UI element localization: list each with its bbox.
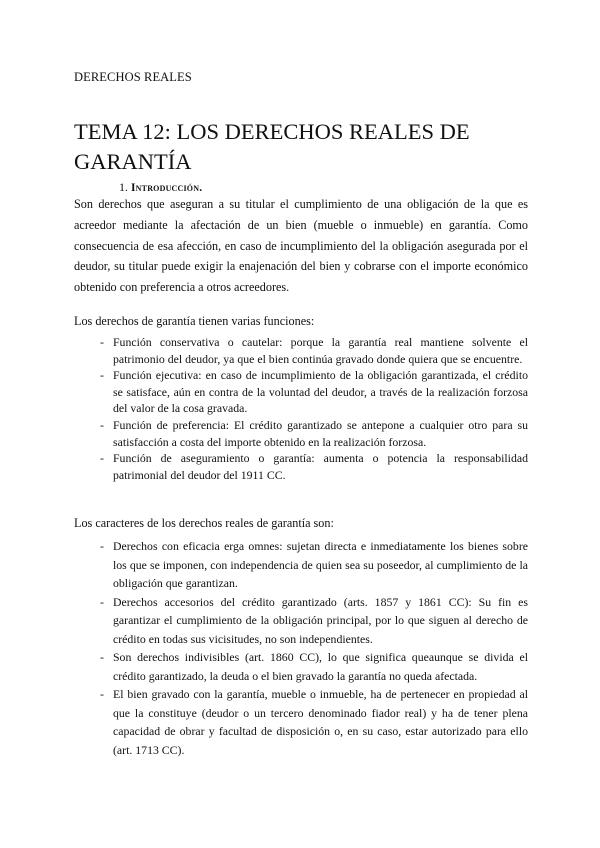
list-item: - Son derechos indivisibles (art. 1860 CC), lo que significa queaunque se divida el crédito garantizado, la deuda o el bien gravado la garantía no queda afectada. (98, 648, 528, 685)
functions-list (98, 334, 528, 483)
characters-list (98, 537, 528, 759)
section-number: 1. (119, 180, 128, 194)
list-item: - Derechos con eficacia erga omnes: sujetan directa e inmediatamente los bienes sobre los que se imponen, con independencia de quien sea su poseedor, al cumplimiento de la obligación que garantizan. (98, 537, 528, 593)
functions-intro: Los derechos de garantía tienen varias funciones: (74, 314, 315, 328)
list-item: - Función ejecutiva: en caso de incumplimiento de la obligación garantizada, el crédito se satisface, aún en contra de la voluntad del deudor, a través de la realización forzosa del valor de la cosa gravada. (98, 367, 528, 417)
list-item: - Función de aseguramiento o garantía: aumenta o potencia la responsabilidad patrimonial del deudor del 1911 CC. (98, 450, 528, 483)
list-item: - Derechos accesorios del crédito garantizado (arts. 1857 y 1861 CC): Su fin es garantizar el cumplimiento de la obligación principal, por lo que siguen al derecho de crédito en todas sus vicisitudes, no son independientes. (98, 593, 528, 649)
intro-paragraph: Son derechos que aseguran a su titular el cumplimiento de una obligación de la que es acreedor mediante la afectación de un bien (mueble o inmueble) en garantía. Como consecuencia de esa afección, en caso de incumplimiento del la obligación asegurada por el deudor, su titular puede exigir la enajenación del bien y cobrarse con el importe económico obtenido con preferencia a otros acreedores. (74, 197, 528, 295)
running-header: DERECHOS REALES (74, 70, 192, 84)
section-title: Introducción. (131, 182, 203, 194)
list-item: - Función conservativa o cautelar: porque la garantía real mantiene solvente el patrimonio del deudor, ya que el bien continúa gravado donde quiera que se encuentre. (98, 334, 528, 367)
list-item: - Función de preferencia: El crédito garantizado se antepone a cualquier otro para su satisfacción a costa del importe obtenido en la realización forzosa. (98, 417, 528, 450)
section-heading (119, 180, 202, 195)
chapter-title: TEMA 12: LOS DERECHOS REALES DE GARANTÍA (74, 119, 470, 174)
list-item: - El bien gravado con la garantía, mueble o inmueble, ha de pertenecer en propiedad al que la constituye (deudor o un tercero denominado fiador real) y ha de tener plena capacidad de obrar y facultad de disposición o, en su caso, estar autorizado para ello (art. 1713 CC). (98, 685, 528, 759)
characters-intro: Los caracteres de los derechos reales de garantía son: (74, 516, 334, 530)
